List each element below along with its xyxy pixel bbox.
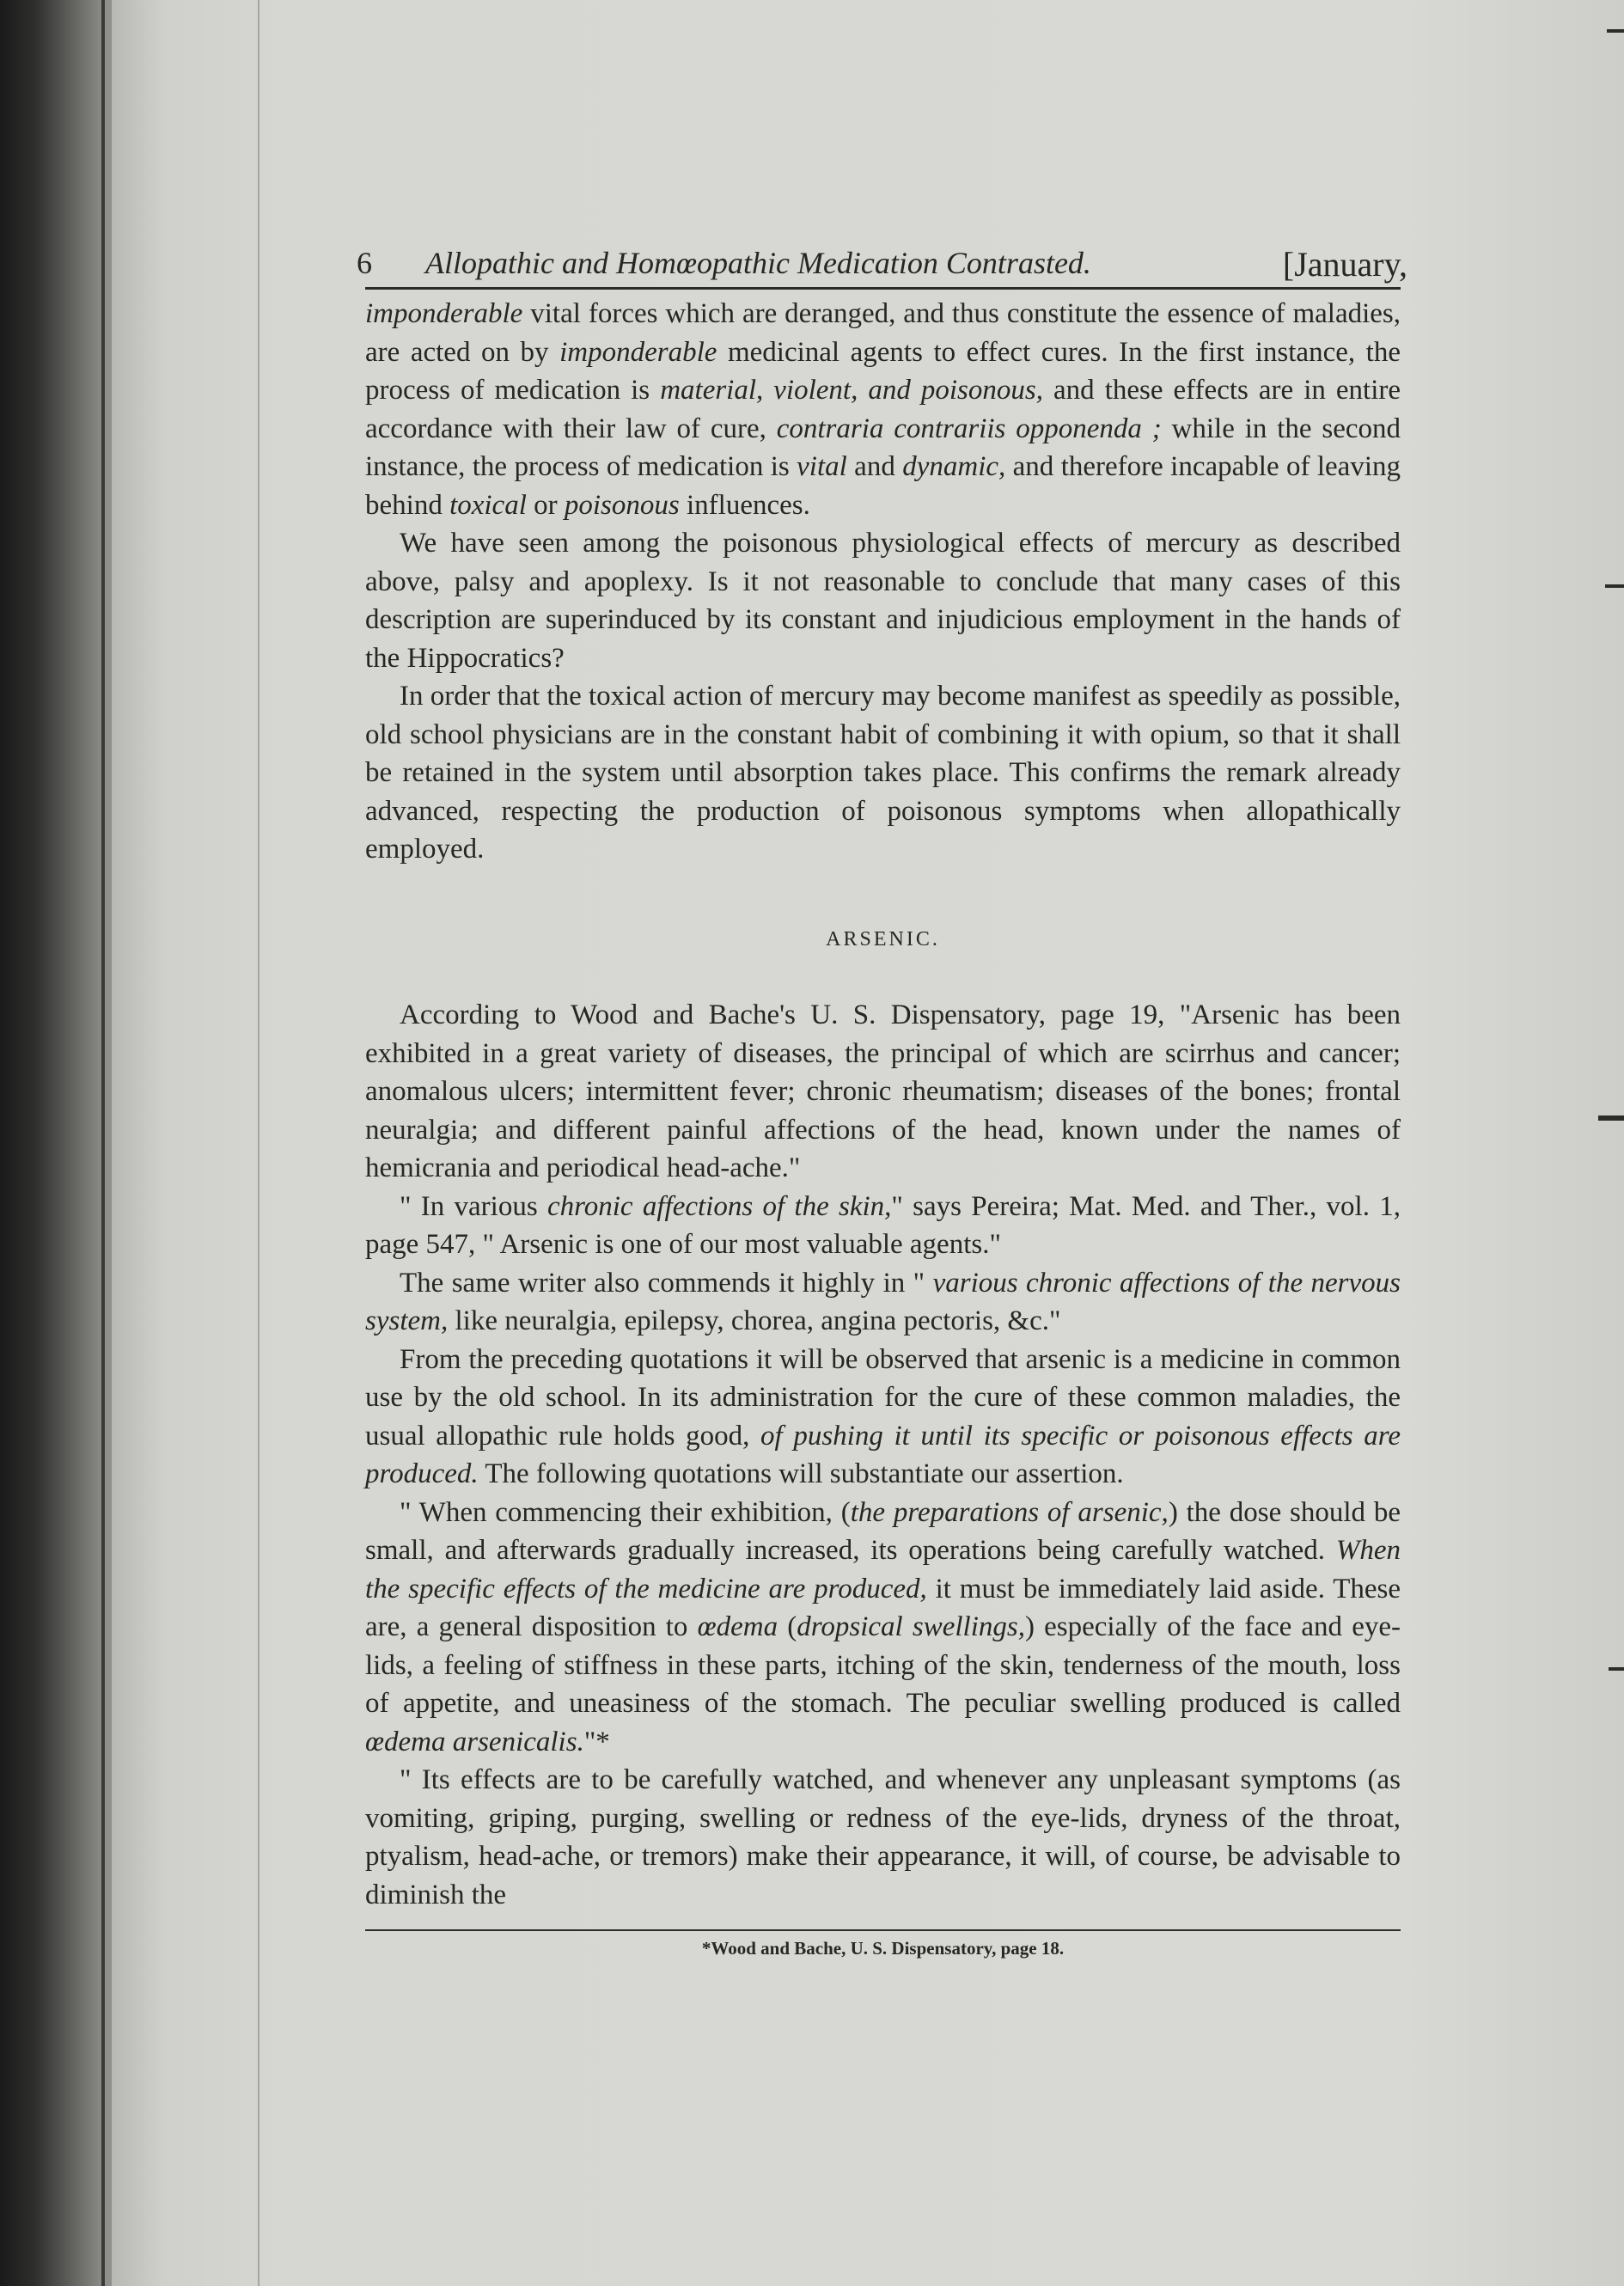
- margin-mark: [1609, 1667, 1624, 1671]
- text-run: and: [846, 451, 903, 482]
- text-run: ) especially of the face and eye-lids, a feeling of stiffness in these parts, itching of the skin, tenderness of the mouth, loss of appetite, and uneasiness of the stomach. The peculiar swelling produced is called: [365, 1611, 1401, 1719]
- paragraph: [365, 1341, 1401, 1494]
- emphasis: toxical: [449, 489, 527, 521]
- text-run: it must be immediately laid aside. These are, a general disposition to: [365, 1573, 1401, 1642]
- emphasis: vital: [797, 451, 847, 482]
- emphasis: dynamic,: [902, 451, 1006, 482]
- section-heading: ARSENIC.: [826, 927, 940, 950]
- running-title: Allopathic and Homœopathic Medication Contrasted.: [425, 246, 1091, 280]
- emphasis: various chronic affections of the nervous system,: [365, 1267, 1401, 1336]
- text-run: or: [526, 489, 565, 521]
- emphasis: the preparations of arsenic,: [850, 1496, 1169, 1528]
- footnote-rule: [365, 1929, 1401, 1931]
- footnote: *Wood and Bache, U. S. Dispensatory, page 18.: [701, 1938, 1065, 1959]
- paragraph: [365, 295, 1401, 524]
- paragraph: [365, 1188, 1401, 1264]
- text-run: like neuralgia, epilepsy, chorea, angina pectoris, &c.": [448, 1305, 1061, 1336]
- issue-month: [January,: [1282, 245, 1407, 284]
- text-run: The same writer also commends it highly in ": [400, 1267, 933, 1299]
- text-run: vital forces which are deranged, and thus constitute the essence of maladies, are acted on by: [365, 298, 1401, 368]
- emphasis: When the specific effects of the medicine are produced,: [365, 1535, 1401, 1604]
- paragraph: [365, 1494, 1401, 1762]
- emphasis: chronic affections of the skin,: [546, 1190, 892, 1222]
- paragraph: " Its effects are to be carefully watched, and whenever any unpleasant symptoms (as vomiting, griping, purging, swelling or redness of the eye-lids, dryness of the throat, ptyalism, head-ache, or tremors) make their appearance, it will, of course, be advisable to diminish the: [365, 1764, 1401, 1910]
- margin-mark: [1598, 1115, 1624, 1121]
- text-run: " When commencing their exhibition, (: [400, 1496, 851, 1528]
- text-run: "*: [583, 1726, 610, 1757]
- text-run: while in the second instance, the process of medication is: [365, 413, 1401, 482]
- text-run: From the preceding quotations it will be observed that arsenic is a medicine in common use by the old school. In its administration for the cure of these common maladies, the usual allopathic rule holds good,: [365, 1343, 1401, 1452]
- emphasis: imponderable: [559, 336, 717, 368]
- emphasis: of pushing it until its specific or poisonous effects are produced.: [365, 1420, 1401, 1489]
- text-run: and therefore incapable of leaving behind: [365, 451, 1401, 521]
- text-run: " says Pereira; Mat. Med. and Ther., vol. 1, page 547, " Arsenic is one of our most valuable agents.": [365, 1190, 1401, 1260]
- text-run: and these effects are in entire accordance with their law of cure,: [365, 375, 1401, 444]
- body-text: [365, 295, 1401, 1914]
- text-run: ) the dose should be small, and afterwards gradually increased, its operations being carefully watched.: [365, 1496, 1401, 1566]
- paragraph: According to Wood and Bache's U. S. Dispensatory, page 19, "Arsenic has been exhibited in a great variety of diseases, the principal of which are scirrhus and cancer; anomalous ulcers; intermittent fever; chronic rheumatism; diseases of the bones; frontal neuralgia; and different painful affections of the head, known under the names of hemicrania and periodical head-ache.": [365, 999, 1401, 1183]
- margin-mark: [1607, 29, 1624, 33]
- text-run: medicinal agents to effect cures. In the first instance, the process of medication is: [365, 336, 1401, 406]
- text-run: " In various: [400, 1190, 547, 1222]
- paragraph: [365, 1264, 1401, 1341]
- emphasis: œdema arsenicalis.: [365, 1726, 584, 1757]
- emphasis: poisonous: [564, 489, 680, 521]
- margin-mark: [1605, 584, 1624, 588]
- page-number: 6: [357, 246, 372, 280]
- emphasis: dropsical swellings,: [797, 1611, 1025, 1642]
- emphasis: œdema: [697, 1611, 778, 1642]
- paragraph: We have seen among the poisonous physiological effects of mercury as described above, palsy and apoplexy. Is it not reasonable to conclude that many cases of this description are superinduced by its constant and injudicious employment in the hands of the Hippocratics?: [365, 528, 1401, 674]
- book-spine: [0, 0, 103, 2286]
- text-run: (: [778, 1611, 797, 1642]
- emphasis: contraria contrariis opponenda ;: [776, 413, 1162, 444]
- page-gutter: [232, 0, 259, 2286]
- text-run: The following quotations will substantiate our assertion.: [478, 1458, 1124, 1489]
- text-run: influences.: [679, 489, 810, 521]
- paragraph: In order that the toxical action of mercury may become manifest as speedily as possible, old school physicians are in the constant habit of combining it with opium, so that it shall be retained in the system until absorption takes place. This confirms the remark already advanced, respecting the production of poisonous symptoms when allopathically employed.: [365, 681, 1401, 865]
- emphasis: imponderable: [365, 298, 523, 329]
- running-header: [357, 232, 1407, 290]
- page-text-block: [357, 232, 1407, 1959]
- emphasis: material, violent, and poisonous,: [660, 375, 1043, 406]
